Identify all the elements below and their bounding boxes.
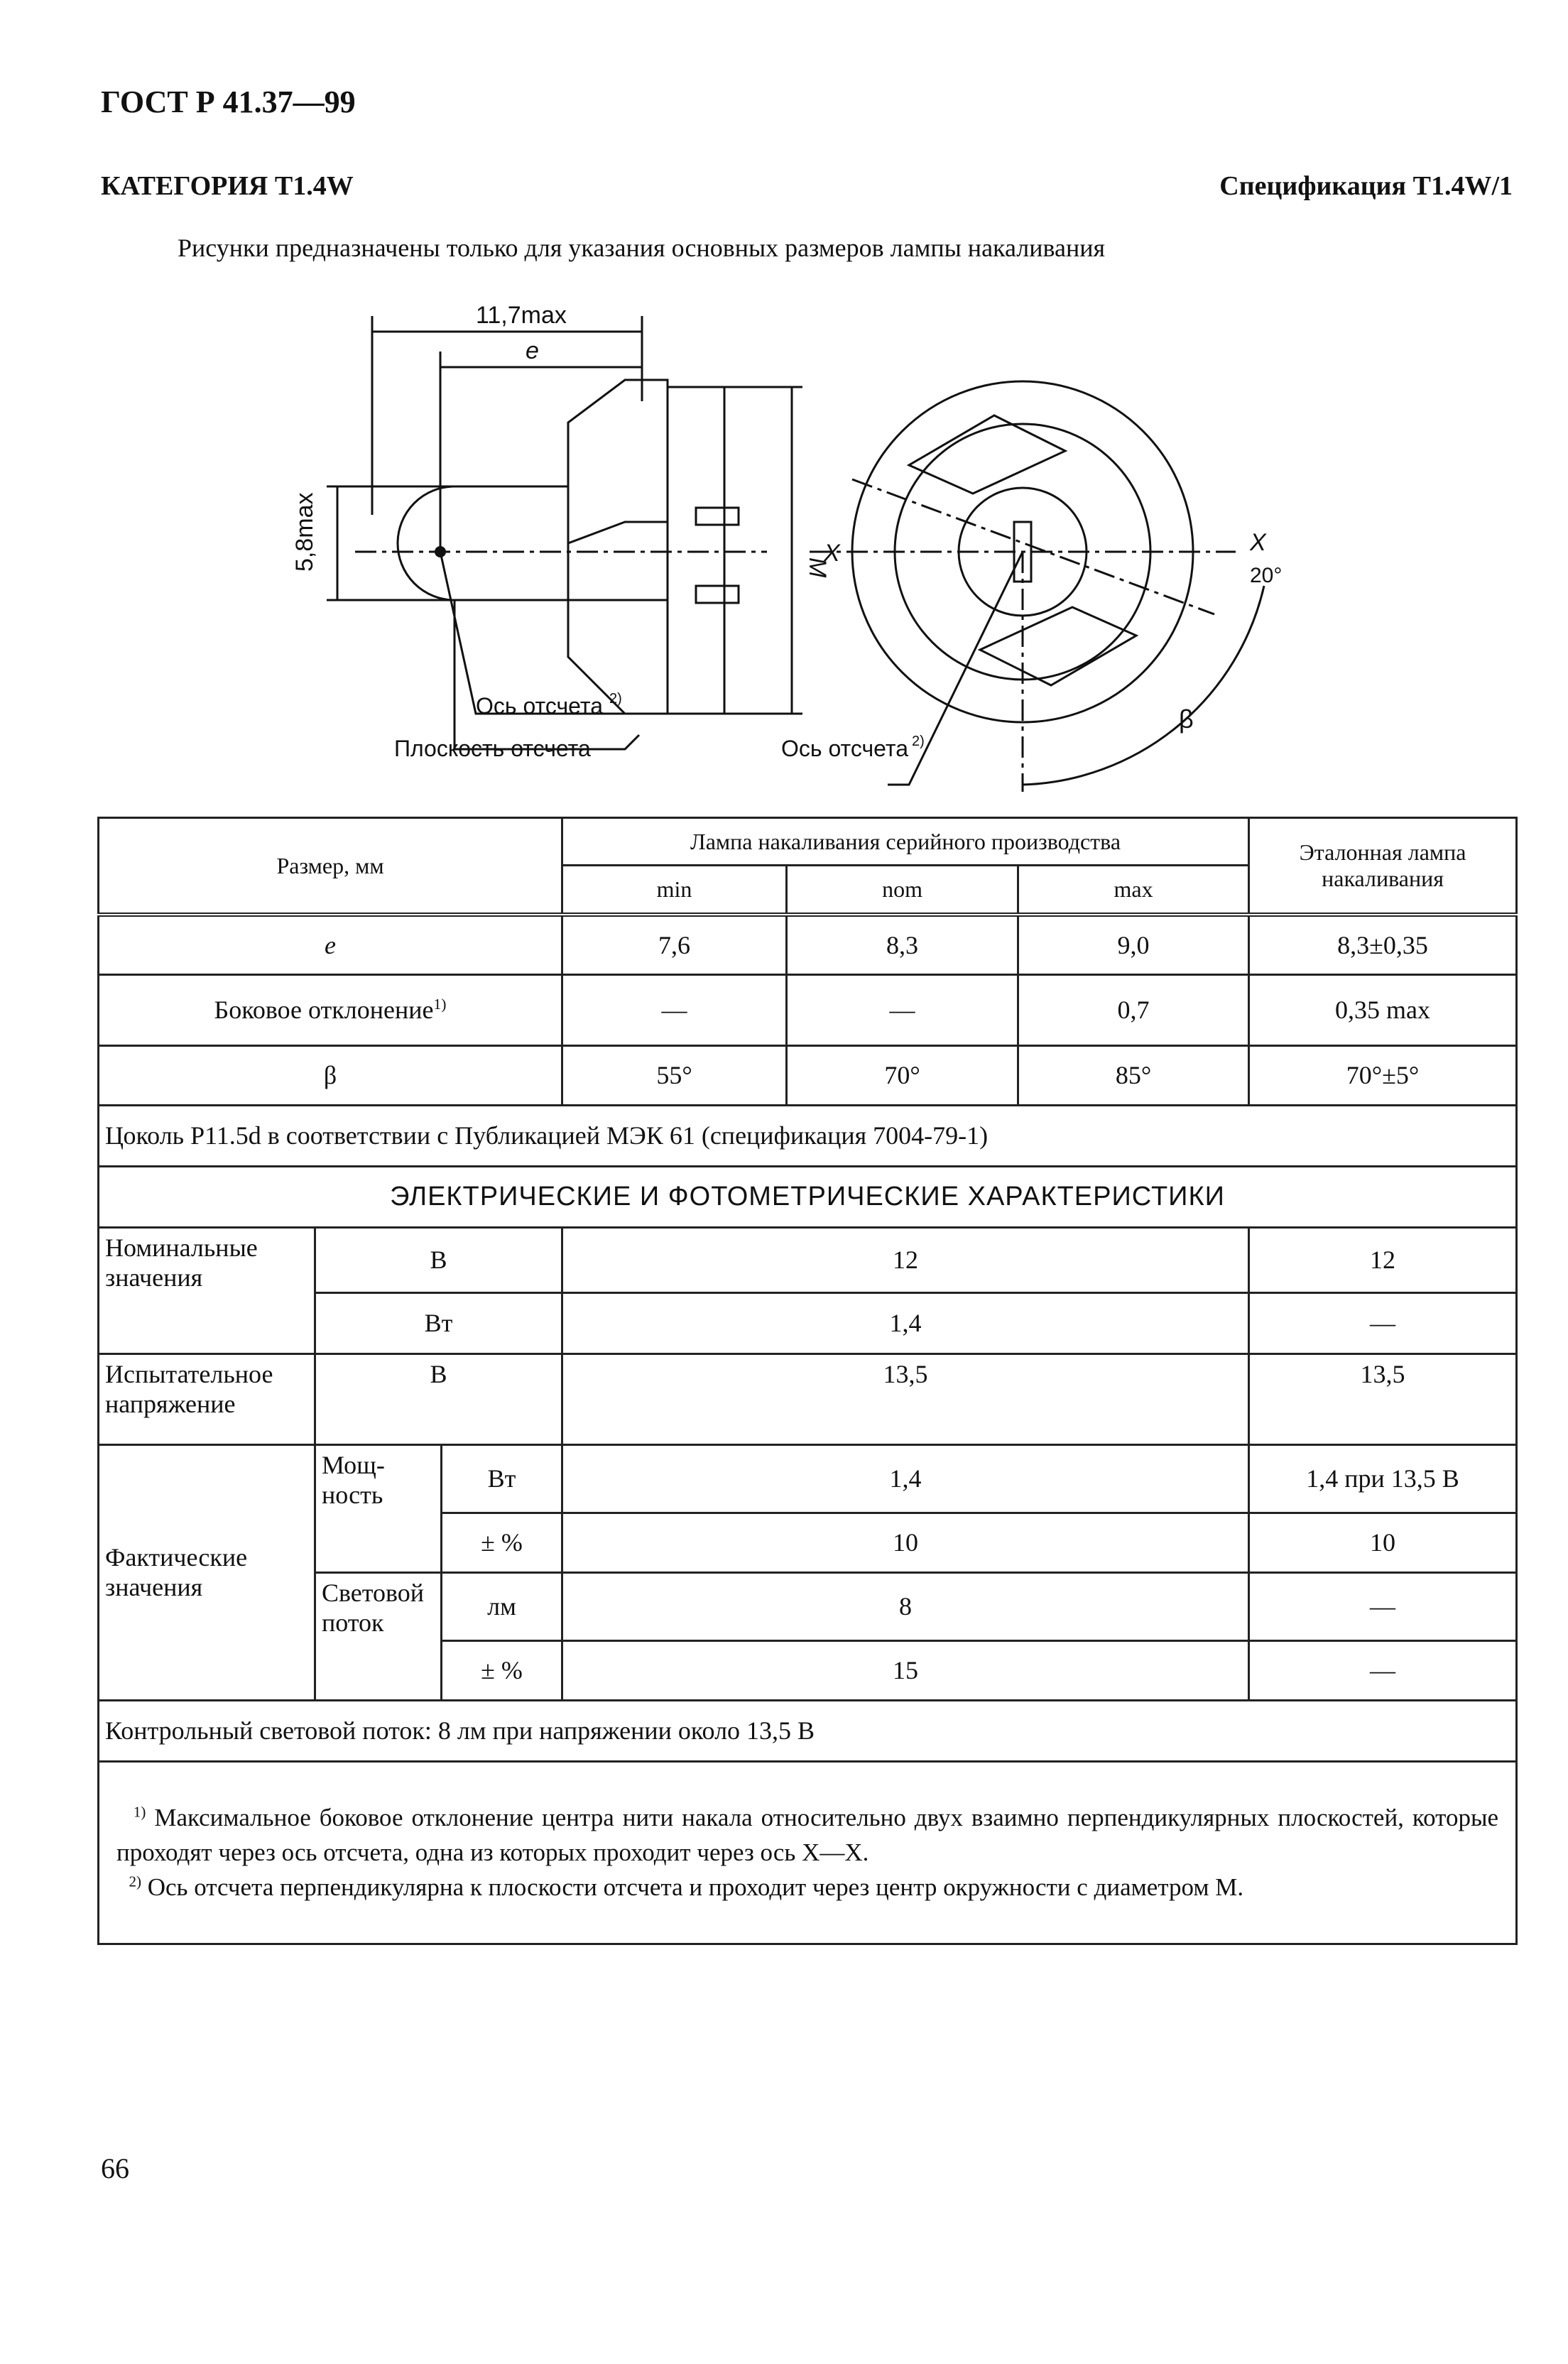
cell-min: 7,6 [562, 915, 787, 974]
actual-label: Фактические значения [99, 1444, 315, 1700]
beta-label: β [1179, 704, 1194, 734]
cell-nom: 8,3 [787, 915, 1018, 974]
test-serial: 13,5 [562, 1353, 1249, 1444]
axis-label-2: Ось отсчета [781, 736, 908, 761]
cell-max: 85° [1018, 1045, 1249, 1105]
dim-e-label: e [526, 337, 539, 364]
test-unit: В [315, 1353, 562, 1444]
axis-label: Ось отсчета [476, 693, 603, 719]
x-right-label: X [1250, 529, 1266, 556]
col-min: min [562, 866, 787, 915]
beta-arc [1023, 586, 1264, 785]
nominal-w-serial: 1,4 [562, 1292, 1249, 1353]
test-row [99, 1353, 1517, 1444]
axis-footnote-mark: 2) [609, 691, 622, 707]
bulb-outline [398, 486, 568, 600]
cell-max: 0,7 [1018, 974, 1249, 1045]
cell-nom: 70° [787, 1045, 1018, 1105]
power-unit: Вт [442, 1444, 562, 1513]
lamp-drawing [270, 288, 1321, 799]
size-header: Размер, мм [99, 818, 562, 915]
cell-nom: — [787, 974, 1018, 1045]
power-label: Мощ-ность [315, 1444, 442, 1572]
control-row [99, 1700, 1517, 1761]
page-number: 66 [101, 2152, 129, 2184]
x-left-label: X [824, 540, 840, 567]
nominal-w-ref: — [1249, 1292, 1517, 1353]
power-row [99, 1444, 1517, 1513]
row-label: Боковое отклонение [214, 996, 434, 1024]
cell-min: — [562, 974, 787, 1045]
table-header-row [99, 818, 1517, 866]
power-tol-unit: ± % [442, 1513, 562, 1572]
row-label-cell [99, 974, 562, 1045]
section-title: ЭЛЕКТРИЧЕСКИЕ И ФОТОМЕТРИЧЕСКИЕ ХАРАКТЕРИСТИКИ [99, 1166, 1517, 1227]
control-text: Контрольный световой поток: 8 лм при напряжении около 13,5 В [99, 1700, 1517, 1761]
document-code: ГОСТ Р 41.37—99 [101, 85, 356, 119]
dim-m-label: M [804, 557, 831, 578]
base-flange [668, 387, 724, 714]
axis-leader [440, 552, 639, 714]
angle-20-label: 20° [1250, 564, 1283, 587]
flux-unit: лм [442, 1572, 562, 1640]
plane-label: Плоскость отсчета [394, 736, 591, 761]
footnote-1-mark: 1) [133, 1803, 146, 1821]
power-serial: 1,4 [562, 1444, 1249, 1513]
base-text: Цоколь P11.5d в соответствии с Публикацией МЭК 61 (спецификация 7004-79-1) [99, 1105, 1517, 1166]
footnote-mark: 1) [433, 996, 447, 1013]
base-row [99, 1105, 1517, 1166]
flux-label: Световой поток [315, 1572, 442, 1700]
row-label: e [99, 915, 562, 974]
dim-total-label: 11,7max [476, 302, 567, 329]
row-label: β [99, 1045, 562, 1105]
cell-max: 9,0 [1018, 915, 1249, 974]
section-row [99, 1166, 1517, 1227]
flux-tol-unit: ± % [442, 1640, 562, 1700]
nominal-v-serial: 12 [562, 1227, 1249, 1292]
category-title: КАТЕГОРИЯ Т1.4W [101, 171, 354, 201]
footnotes-row [99, 1761, 1517, 1944]
cell-min: 55° [562, 1045, 787, 1105]
flux-serial: 8 [562, 1572, 1249, 1640]
nominal-v-ref: 12 [1249, 1227, 1517, 1292]
serial-header: Лампа накаливания серийного производства [562, 818, 1249, 866]
table-row [99, 974, 1517, 1045]
axis-inclined [852, 479, 1214, 614]
reference-point [435, 546, 446, 557]
footnote-1 [116, 1800, 1498, 1870]
nominal-v-row [99, 1227, 1517, 1292]
footnote-2-text: Ось отсчета перпендикулярна к плоскости отсчета и проходит через центр окружности с диаметром M. [147, 1873, 1244, 1901]
plane-leader [454, 600, 639, 749]
test-label: Испытательное напряжение [99, 1353, 315, 1444]
nominal-v-unit: В [315, 1227, 562, 1292]
flux-tol-serial: 15 [562, 1640, 1249, 1700]
reference-header: Эталонная лампа накаливания [1249, 818, 1517, 915]
cell-ref: 0,35 max [1249, 974, 1517, 1045]
table-row [99, 1045, 1517, 1105]
footnote-2 [116, 1870, 1498, 1905]
base-upper [568, 380, 668, 543]
cell-ref: 8,3±0,35 [1249, 915, 1517, 974]
footnotes [99, 1761, 1517, 1944]
footnote-1-text: Максимальное боковое отклонение центра нити накала относительно двух взаимно перпендикулярных плоскостей, которые проходят через ось отсчета, одна из которых проходит через ось X—X. [116, 1804, 1499, 1866]
footnote-2-mark: 2) [129, 1873, 141, 1890]
test-ref: 13,5 [1249, 1353, 1517, 1444]
power-tol-serial: 10 [562, 1513, 1249, 1572]
pin-upper [696, 508, 739, 525]
nominal-label: Номинальные значения [99, 1227, 315, 1353]
figure-caption: Рисунки предназначены только для указания основных размеров лампы накаливания [178, 234, 1106, 262]
specification-title: Спецификация Т1.4W/1 [1219, 171, 1513, 201]
pin-lower [696, 586, 739, 603]
spec-table [97, 817, 1518, 1945]
power-ref: 1,4 при 13,5 В [1249, 1444, 1517, 1513]
flux-tol-ref: — [1249, 1640, 1517, 1700]
lug-upper [909, 415, 1065, 494]
flux-ref: — [1249, 1572, 1517, 1640]
axis-footnote-mark-2: 2) [912, 734, 925, 749]
dim-height-label: 5,8max [291, 492, 318, 572]
col-max: max [1018, 866, 1249, 915]
table-row [99, 915, 1517, 974]
power-tol-ref: 10 [1249, 1513, 1517, 1572]
nominal-w-unit: Вт [315, 1292, 562, 1353]
cell-ref: 70°±5° [1249, 1045, 1517, 1105]
col-nom: nom [787, 866, 1018, 915]
